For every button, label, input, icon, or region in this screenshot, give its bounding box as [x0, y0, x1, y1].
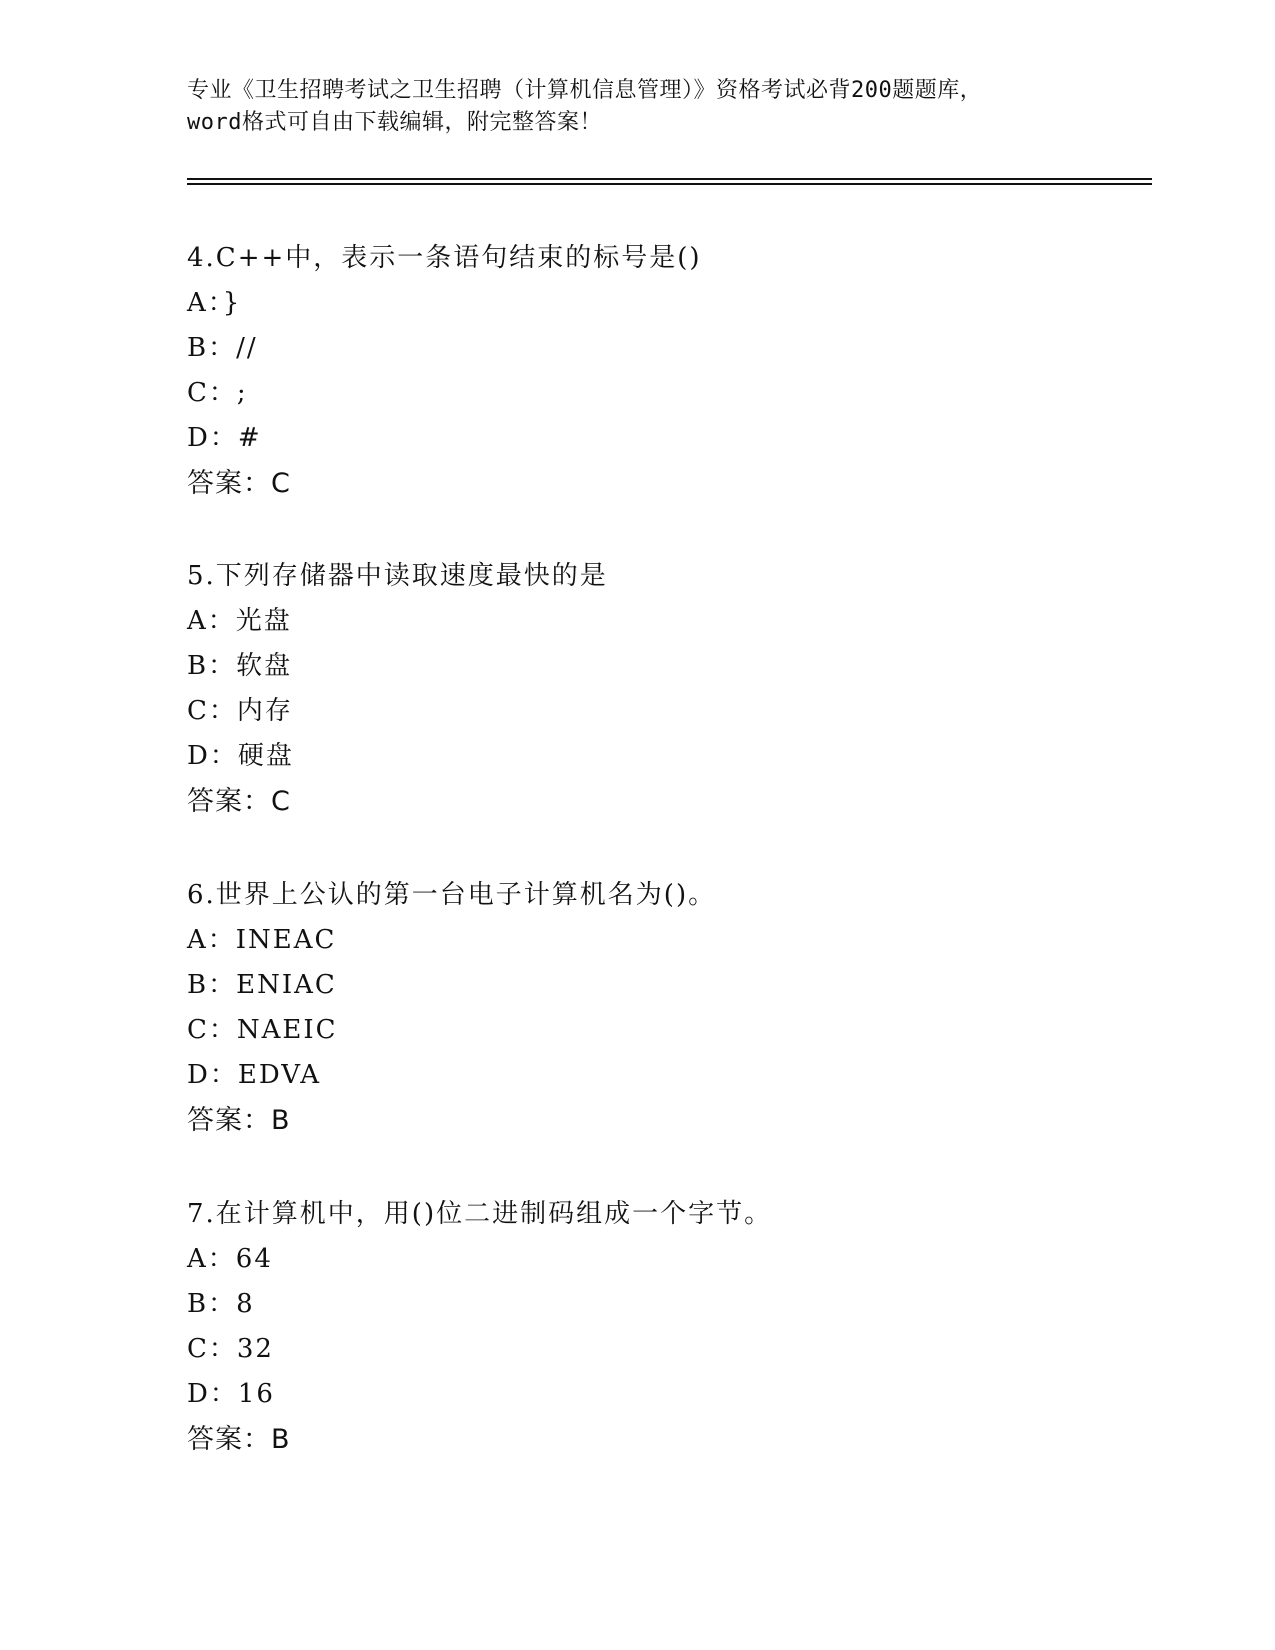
- option-c: C：NAEIC: [187, 1015, 338, 1045]
- header-divider-bottom: [187, 183, 1152, 185]
- question-title: 6.世界上公认的第一台电子计算机名为()。: [187, 880, 717, 910]
- option-d: D：EDVA: [187, 1060, 322, 1090]
- question-4: [187, 236, 1087, 506]
- question-title: 5.下列存储器中读取速度最快的是: [187, 561, 608, 591]
- header-title-line-1: 专业《卫生招聘考试之卫生招聘（计算机信息管理）》资格考试必背200题题库，: [187, 78, 983, 103]
- option-a: A：INEAC: [187, 925, 337, 955]
- option-a: A：光盘: [187, 606, 292, 636]
- question-7: [187, 1192, 1087, 1462]
- answer-line: 答案：C: [187, 468, 291, 499]
- option-b: B：ENIAC: [187, 970, 337, 1000]
- question-title: 4.C++中，表示一条语句结束的标号是(): [187, 243, 702, 273]
- answer-line: 答案：B: [187, 1105, 291, 1136]
- option-c: C：32: [187, 1334, 274, 1364]
- question-6: [187, 873, 1087, 1143]
- option-d: D：16: [187, 1379, 275, 1409]
- answer-line: 答案：B: [187, 1424, 291, 1455]
- option-b: B：软盘: [187, 651, 293, 681]
- option-b: B：//: [187, 333, 258, 363]
- question-title: 7.在计算机中，用()位二进制码组成一个字节。: [187, 1199, 773, 1229]
- option-c: C：内存: [187, 696, 293, 726]
- header-title-line-2: word格式可自由下载编辑，附完整答案！: [187, 110, 602, 135]
- document-header: [187, 75, 1087, 139]
- option-b: B：8: [187, 1289, 255, 1319]
- option-a: A：64: [187, 1244, 273, 1274]
- option-d: D：硬盘: [187, 741, 294, 771]
- option-d: D：#: [187, 423, 262, 453]
- question-5: [187, 554, 1087, 824]
- answer-line: 答案：C: [187, 786, 291, 817]
- option-a: A：}: [187, 288, 242, 318]
- header-divider-top: [187, 178, 1152, 180]
- option-c: C：;: [187, 378, 248, 408]
